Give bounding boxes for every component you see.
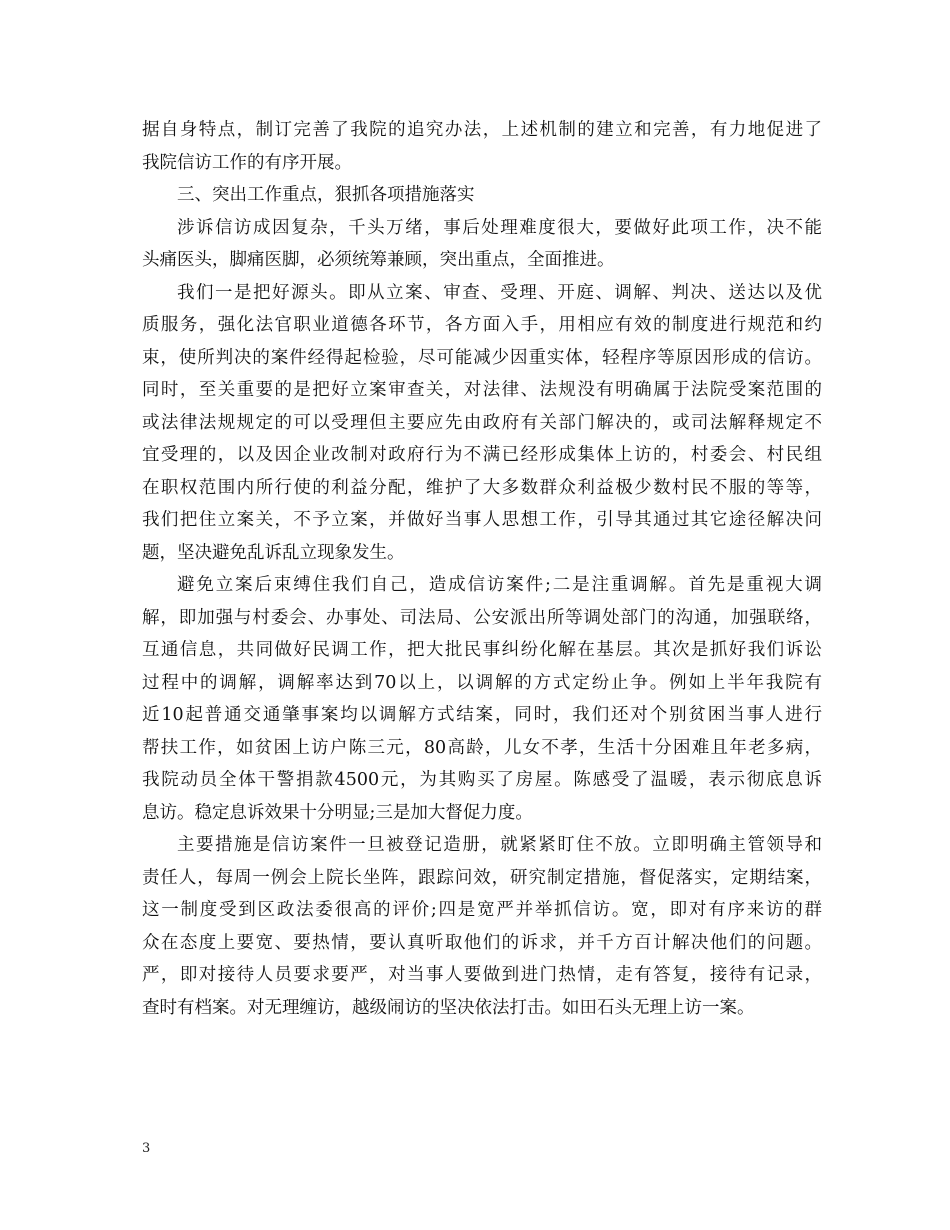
body-line: 涉诉信访成因复杂，千头万绪，事后处理难度很大，要做好此项工作，决不能 bbox=[177, 217, 822, 238]
body-line: 我院信访工作的有序开展。 bbox=[142, 152, 352, 173]
body-line: 过程中的调解，调解率达到70以上，以调解的方式定纷止争。例如上半年我院有 bbox=[142, 672, 822, 693]
body-line: 我们一是把好源头。即从立案、审查、受理、开庭、调解、判决、送达以及优 bbox=[177, 282, 822, 303]
page-number: 3 bbox=[142, 1141, 151, 1156]
body-line: 责任人，每周一例会上院长坐阵，跟踪问效，研究制定措施，督促落实，定期结案， bbox=[142, 867, 822, 888]
body-line: 这一制度受到区政法委很高的评价;四是宽严并举抓信访。宽，即对有序来访的群 bbox=[142, 900, 822, 920]
body-line: 互通信息，共同做好民调工作，把大批民事纠纷化解在基层。其次是抓好我们诉讼 bbox=[142, 640, 822, 660]
body-line: 近10起普通交通肇事案均以调解方式结案，同时，我们还对个别贫困当事人进行 bbox=[142, 705, 822, 725]
body-line: 头痛医头，脚痛医脚，必须统筹兼顾，突出重点，全面推进。 bbox=[142, 250, 615, 270]
body-line: 众在态度上要宽、要热情，要认真听取他们的诉求，并千方百计解决他们的问题。 bbox=[142, 932, 822, 953]
body-line: 同时，至关重要的是把好立案审查关，对法律、法规没有明确属于法院受案范围的 bbox=[142, 380, 822, 400]
body-line: 息访。稳定息诉效果十分明显;三是加大督促力度。 bbox=[142, 802, 533, 823]
body-line: 我们把住立案关，不予立案，并做好当事人思想工作，引导其通过其它途径解决问 bbox=[142, 510, 822, 530]
body-line: 宜受理的，以及因企业改制对政府行为不满已经形成集体上访的，村委会、村民组 bbox=[142, 445, 822, 465]
body-line: 我院动员全体干警捐款4500元，为其购买了房屋。陈感受了温暖，表示彻底息诉 bbox=[142, 770, 822, 790]
body-line: 题，坚决避免乱诉乱立现象发生。 bbox=[142, 542, 405, 563]
body-line: 在职权范围内所行使的利益分配，维护了大多数群众利益极少数村民不服的等等， bbox=[142, 477, 822, 498]
body-line: 质服务，强化法官职业道德各环节，各方面入手，用相应有效的制度进行规范和约 bbox=[142, 315, 822, 335]
body-line: 束，使所判决的案件经得起检验，尽可能减少因重实体，轻程序等原因形成的信访。 bbox=[142, 347, 822, 368]
body-line: 据自身特点，制订完善了我院的追究办法，上述机制的建立和完善，有力地促进了 bbox=[142, 120, 822, 140]
body-line: 主要措施是信访案件一旦被登记造册，就紧紧盯住不放。立即明确主管领导和 bbox=[177, 835, 822, 855]
section-heading: 三、突出工作重点，狠抓各项措施落实 bbox=[177, 185, 475, 205]
body-line: 解，即加强与村委会、办事处、司法局、公安派出所等调处部门的沟通，加强联络， bbox=[142, 607, 822, 628]
body-line: 避免立案后束缚住我们自己，造成信访案件;二是注重调解。首先是重视大调 bbox=[177, 575, 822, 595]
body-line: 或法律法规规定的可以受理但主要应先由政府有关部门解决的，或司法解释规定不 bbox=[142, 412, 822, 433]
body-line: 查时有档案。对无理缠访，越级闹访的坚决依法打击。如田石头无理上访一案。 bbox=[142, 997, 755, 1018]
body-line: 严，即对接待人员要求要严，对当事人要做到进门热情，走有答复，接待有记录， bbox=[142, 965, 822, 985]
document-body bbox=[142, 114, 822, 1024]
body-line: 帮扶工作，如贫困上访户陈三元，80高龄，儿女不孝，生活十分困难且年老多病， bbox=[142, 737, 822, 758]
